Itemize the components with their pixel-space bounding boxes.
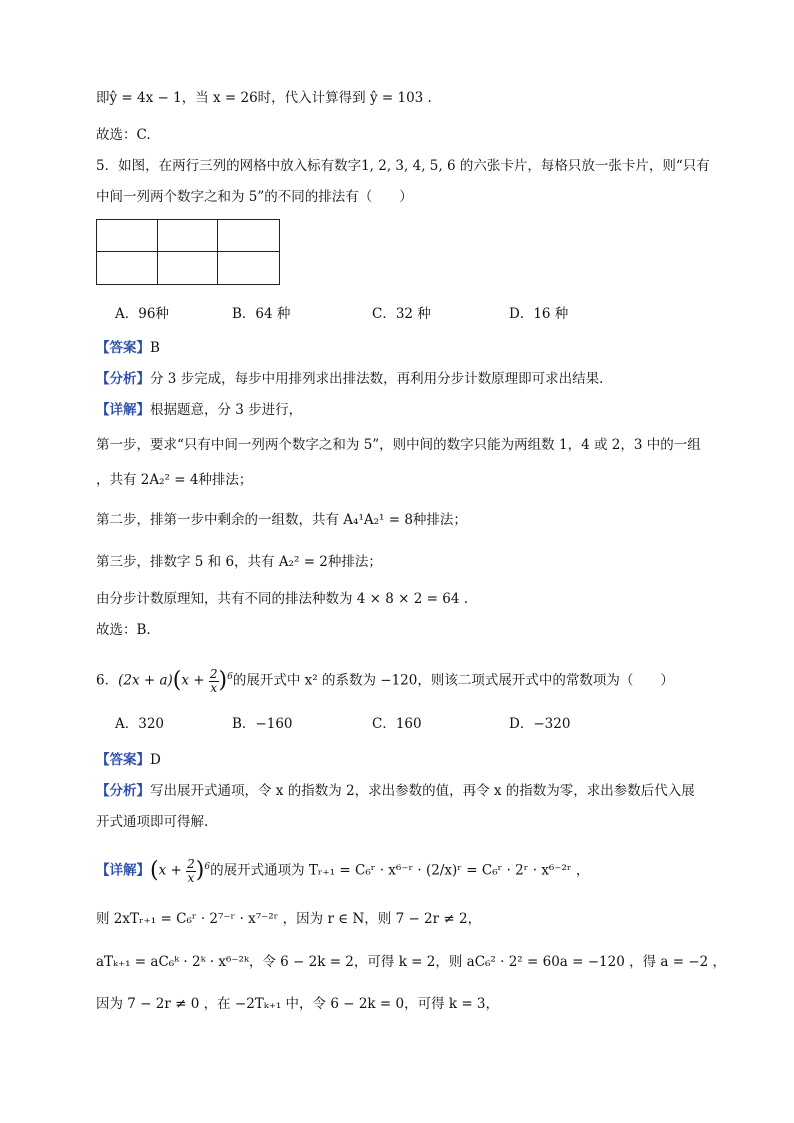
paren-open: ( [150,858,159,883]
q5-card-grid [96,219,280,285]
q5-step3: 第三步，排数字 5 和 6，共有 A₂² = 2种排法； [96,554,382,570]
q5-step1-line2: ，共有 2A₂² = 4种排法； [96,472,253,488]
q6-prefix: 6． [96,672,119,689]
grid-cell [218,220,279,252]
paren-close: ) [218,668,228,693]
q6-exponent: 6 [227,672,233,682]
q5-option-a: A．96种 [115,306,169,322]
q6-fraction [186,858,196,885]
q6-detail [96,852,589,886]
answer-tag: 【答案】 [96,752,150,768]
q5-stem-line2: 中间一列两个数字之和为 5”的不同的排法有（ ） [96,189,413,205]
q5-step2: 第二步，排第一步中剩余的一组数，共有 A₄¹A₂¹ = 8种排法； [96,512,467,528]
grid-cell [158,252,219,284]
paren-close: ) [195,858,205,883]
q6-option-a: A．320 [115,716,165,732]
detail-tag: 【详解】 [96,862,150,879]
q6-analysis-line1 [96,781,695,801]
q6-exponent: 6 [204,862,211,872]
q6-answer [96,750,161,770]
q6-factor-a: (2x + a) [118,672,173,689]
grid-cell [97,220,158,252]
grid-cell [158,220,219,252]
q5-conclusion: 故选：B. [96,622,151,638]
detail-tag: 【详解】 [96,402,150,418]
q5-answer [96,338,160,358]
frac-numerator: 2 [187,856,195,871]
q6-stem [96,662,674,696]
q6-line-c: aTₖ₊₁ = aC₆ᵏ · 2ᵏ · x⁶⁻²ᵏ，令 6 − 2k = 2，可得 k = 2，则 aC₆² · 2² = 60a = −120 ，得 a = −2 ， [96,954,727,970]
analysis-text: 分 3 步完成，每步中用排列求出排法数，再利用分步计数原理即可求出结果. [150,371,604,387]
grid-cell [218,252,279,284]
q5-analysis [96,369,603,389]
prev-solution-line: 即ŷ = 4x − 1，当 x = 26时，代入计算得到 ŷ = 103 . [96,90,432,106]
q6-option-b: B．−160 [232,716,293,732]
q6-stem-text: 的展开式中 x² 的系数为 −120，则该二项式展开式中的常数项为（ ） [232,672,674,689]
answer-value: B [150,340,160,356]
q6-option-d: D．−320 [509,716,571,732]
analysis-tag: 【分析】 [96,783,150,799]
frac-numerator: 2 [209,666,218,681]
prev-conclusion: 故选：C. [96,127,151,143]
q5-option-c: C．32 种 [372,306,431,322]
q6-factor-b: x + [158,862,187,879]
q6-line-d: 因为 7 − 2r ≠ 0 ，在 −2Tₖ₊₁ 中，令 6 − 2k = 0，可得 k = 3， [96,996,500,1012]
grid-cell [97,252,158,284]
q5-step1-line1: 第一步，要求“只有中间一列两个数字之和为 5”，则中间的数字只能为两组数 1，4 或 2，3 中的一组 [96,437,701,453]
q5-total: 由分步计数原理知，共有不同的排法种数为 4 × 8 × 2 = 64 . [96,591,469,607]
q6-fraction [209,668,219,695]
q6-analysis-line2: 开式通项即可得解. [96,814,209,830]
q6-option-c: C．160 [372,716,422,732]
answer-value: D [150,752,161,768]
q6-line-b: 则 2xTᵣ₊₁ = C₆ʳ · 2⁷⁻ʳ · x⁷⁻²ʳ ，因为 r ∈ N，则 7 − 2r ≠ 2， [96,911,482,927]
frac-denominator: x [210,680,218,695]
q5-detail [96,400,302,420]
detail-text: 根据题意，分 3 步进行， [150,402,303,418]
detail-text: 的展开式通项为 Tᵣ₊₁ = C₆ʳ · x⁶⁻ʳ · (2/x)ʳ = C₆ʳ · 2ʳ · x⁶⁻²ʳ ， [210,862,590,879]
q5-option-d: D．16 种 [509,306,569,322]
analysis-text: 写出展开式通项，令 x 的指数为 2，求出参数的值，再令 x 的指数为零，求出参数后代入展 [150,783,695,799]
analysis-tag: 【分析】 [96,371,150,387]
q6-factor-b: x + [181,672,209,689]
frac-denominator: x [187,870,195,885]
q5-stem-line1: 5．如图，在两行三列的网格中放入标有数字1, 2, 3, 4, 5, 6 的六张卡片，每格只放一张卡片，则“只有 [96,158,710,174]
answer-tag: 【答案】 [96,340,150,356]
q5-option-b: B．64 种 [232,306,291,322]
paren-open: ( [172,668,182,693]
